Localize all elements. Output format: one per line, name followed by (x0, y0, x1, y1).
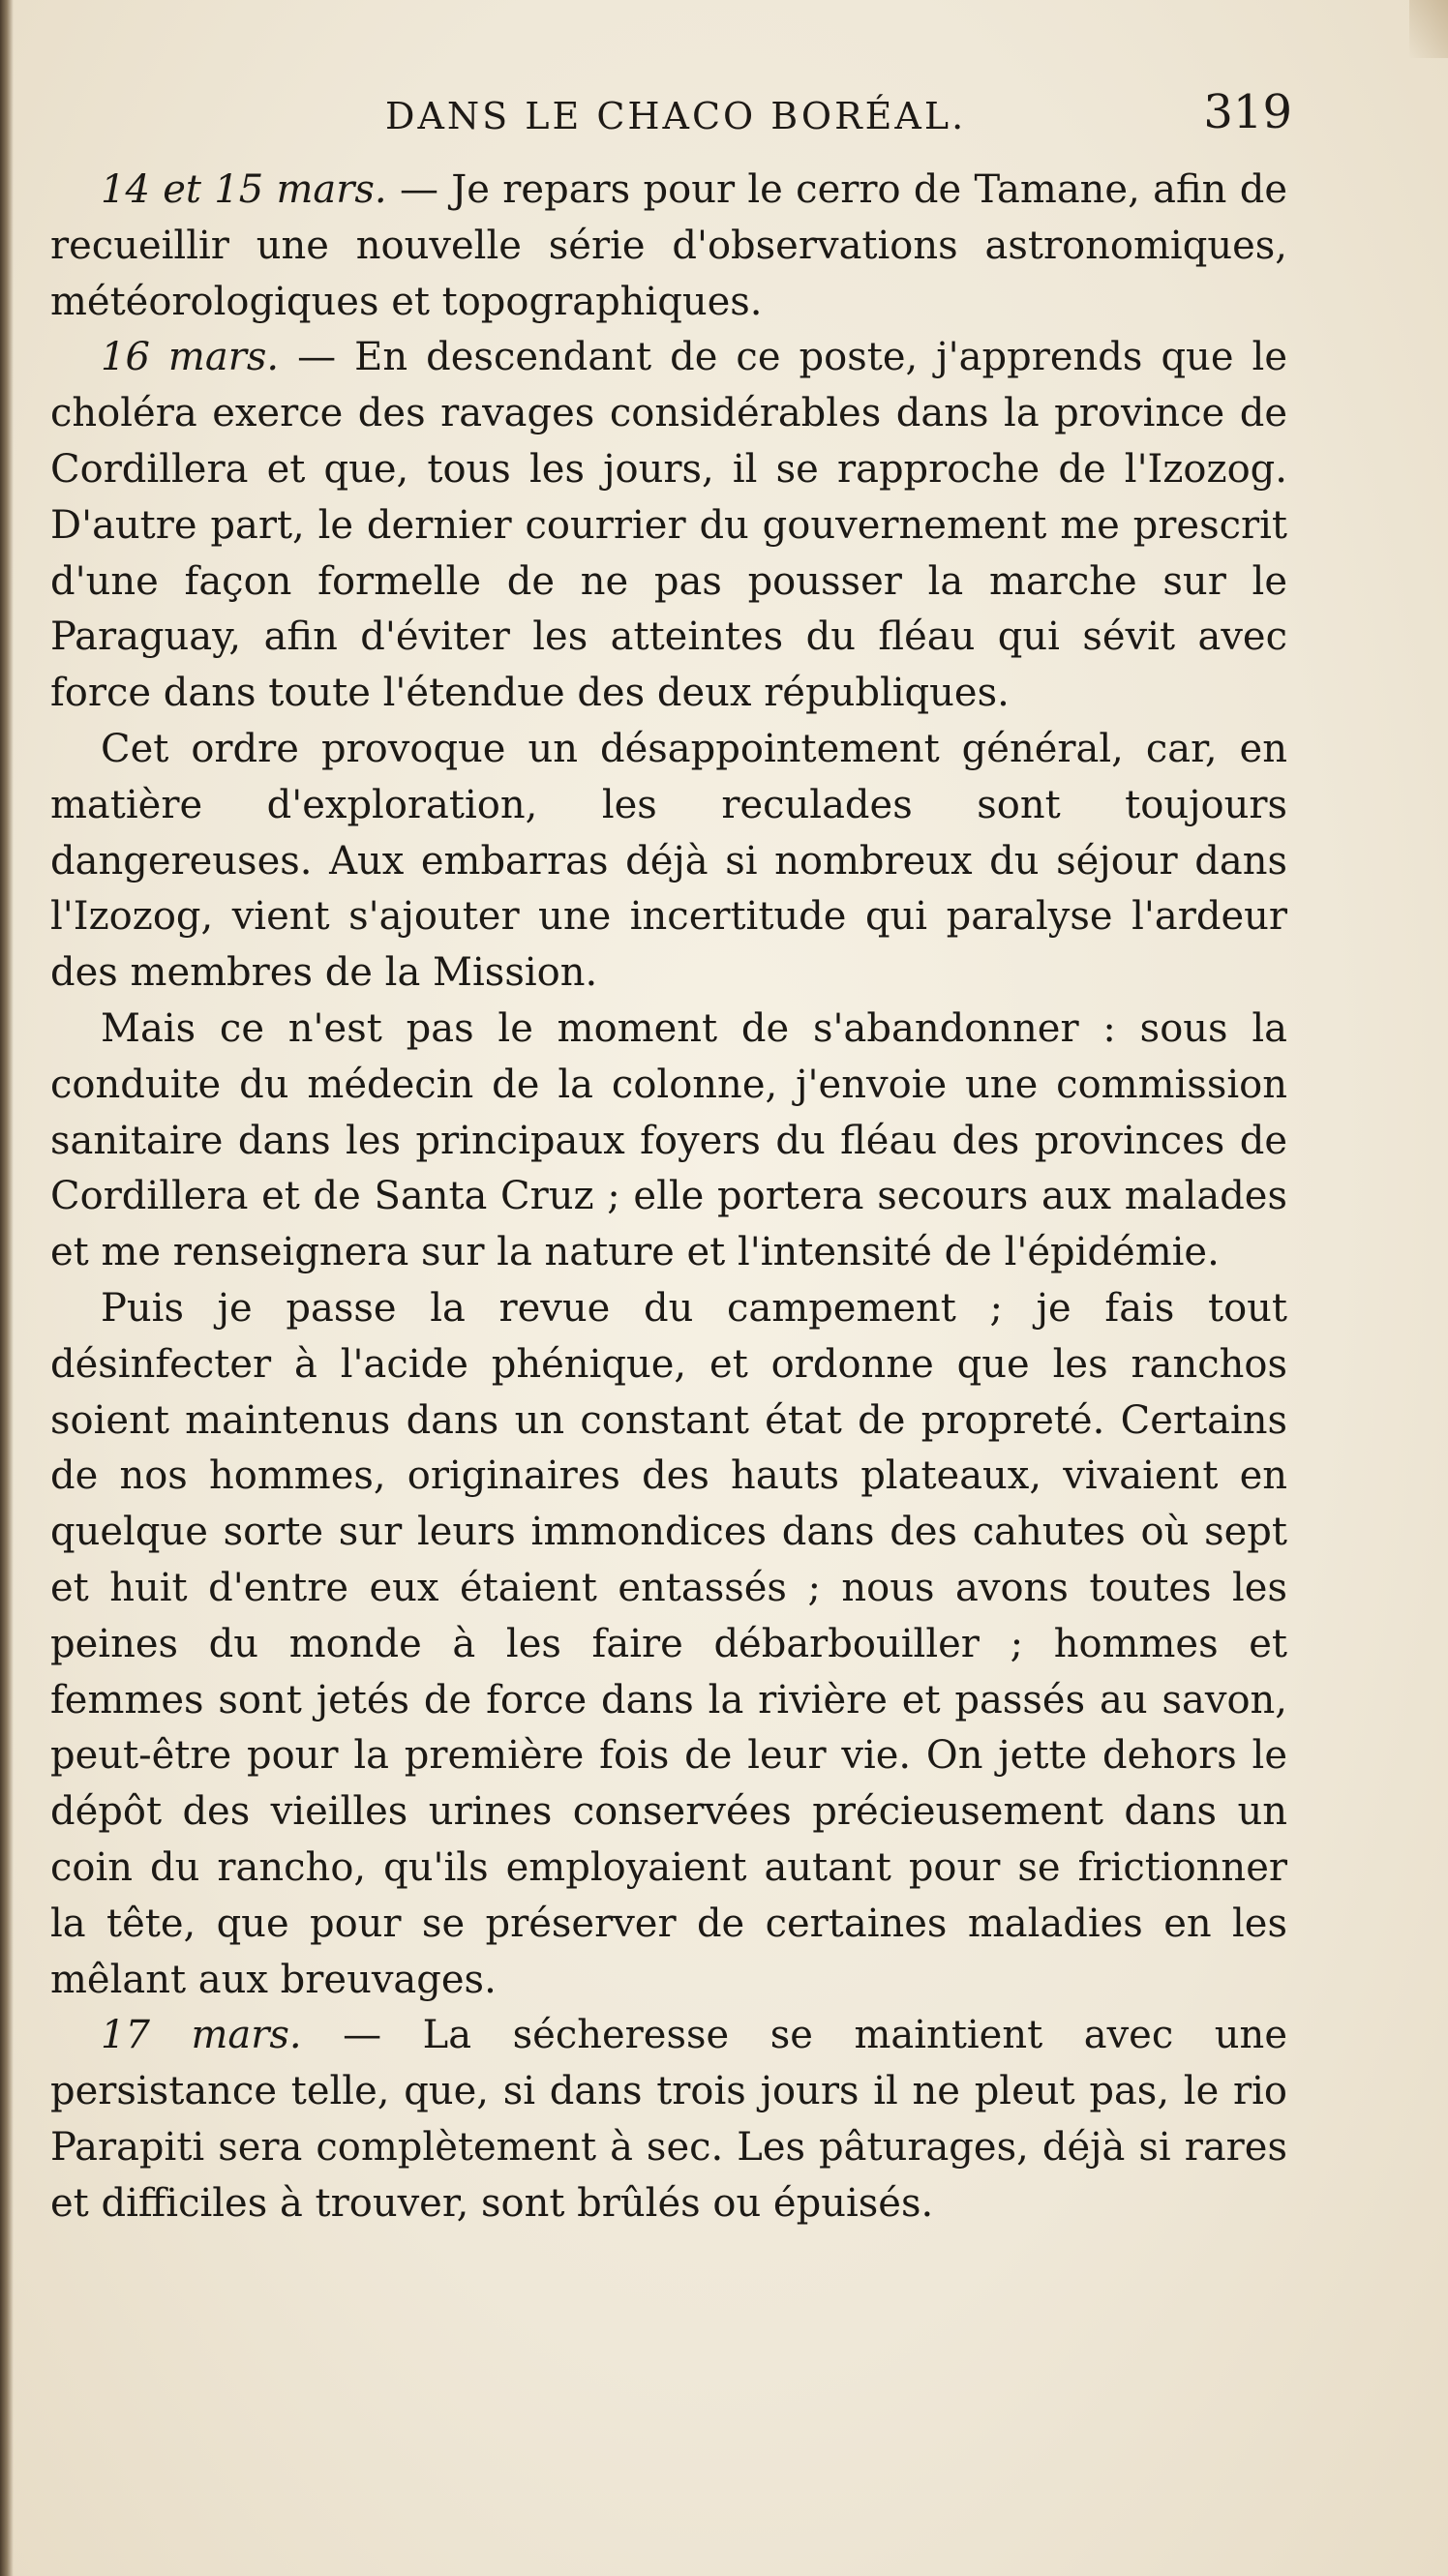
paragraph-text: Cet ordre provoque un désappointement général, car, en matière d'exploration, les reculades sont toujours dangereuses. Aux embarras déjà si nombreux du séjour dans l'Izozog, vient s'ajouter une incertitude qui paralyse l'ardeur des membres de la Mission. (50, 726, 1287, 996)
page-spine-shadow (0, 0, 14, 2576)
paragraph-text: — La sécheresse se maintient avec une persistance telle, que, si dans trois jours il ne pleut pas, le rio Parapiti sera complètement à sec. Les pâturages, déjà si rares et difficiles à trouver, sont brûlés ou épuisés. (50, 2013, 1287, 2226)
paragraph (50, 163, 1287, 330)
paragraph-text: Puis je passe la revue du campement ; je fais tout désinfecter à l'acide phénique, et ordonne que les ranchos soient maintenus dans un constant état de propreté. Certains de nos hommes, originaires des hauts plateaux, vivaient en quelque sorte sur leurs immondices dans des cahutes où sept et huit d'entre eux étaient entassés ; nous avons toutes les peines du monde à les faire débarbouiller ; hommes et femmes sont jetés de force dans la rivière et passés au savon, peut-être pour la première fois de leur vie. On jette dehors le dépôt des vieilles urines conservées précieusement dans un coin du rancho, qu'ils employaient autant pour se frictionner la tête, que pour se préserver de certaines maladies en les mêlant aux breuvages. (50, 1285, 1287, 2002)
body-text (50, 163, 1287, 2232)
entry-date: 17 mars. (101, 2013, 302, 2058)
page-corner-stain (1409, 0, 1448, 58)
running-title: DANS LE CHACO BORÉAL. (385, 95, 967, 137)
paragraph (50, 1281, 1287, 2008)
page-header (58, 85, 1292, 143)
paragraph (50, 2008, 1287, 2232)
entry-date: 14 et 15 mars. (101, 167, 387, 212)
paragraph (50, 330, 1287, 722)
paragraph-text: — En descendant de ce poste, j'apprends que le choléra exerce des ravages considérables dans la province de Cordillera et que, tous les jours, il se rapproche de l'Izozog. D'autre part, le dernier courrier du gouvernement me prescrit d'une façon formelle de ne pas pousser la marche sur le Paraguay, afin d'éviter les atteintes du fléau qui sévit avec force dans toute l'étendue des deux républiques. (50, 335, 1287, 716)
paragraph-text: Mais ce n'est pas le moment de s'abandonner : sous la conduite du médecin de la colonne, j'envoie une commission sanitaire dans les principaux foyers du fléau des provinces de Cordillera et de Santa Cruz ; elle portera secours aux malades et me renseignera sur la nature et l'intensité de l'épidémie. (50, 1005, 1287, 1275)
entry-date: 16 mars. (101, 335, 280, 380)
paragraph-text: — Je repars pour le cerro de Tamane, afin de recueillir une nouvelle série d'observations astronomiques, météorologiques et topographiques. (50, 167, 1288, 324)
paragraph (50, 1002, 1287, 1281)
paragraph (50, 722, 1287, 1002)
page-number: 319 (1203, 85, 1292, 139)
